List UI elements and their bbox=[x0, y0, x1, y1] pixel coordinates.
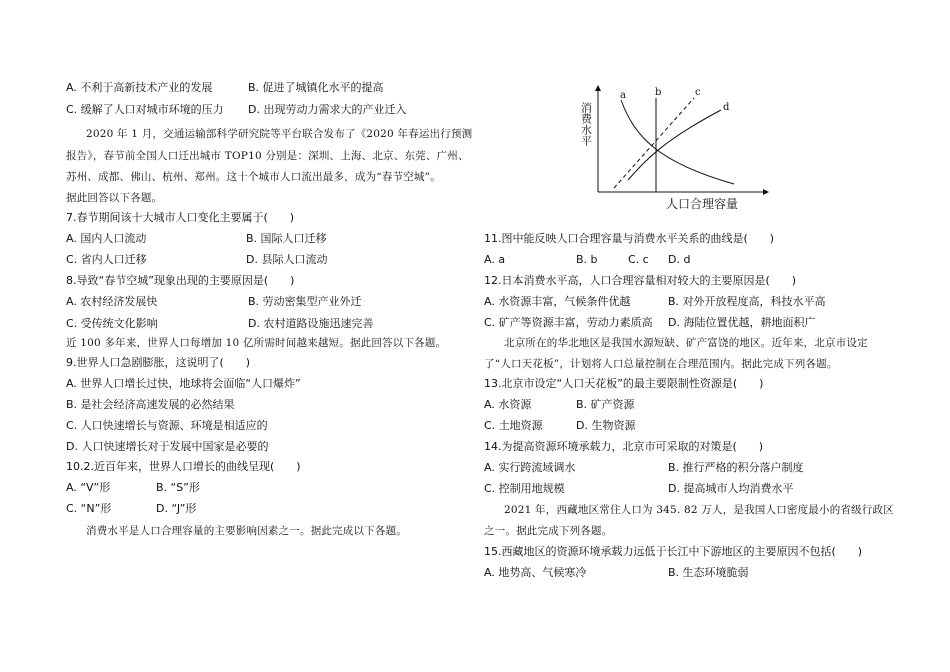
option-c: C. 人口快速增长与资源、环境是相适应的 bbox=[66, 419, 268, 432]
option-b: B. 国际人口迁移 bbox=[246, 232, 327, 245]
option-d: D. 农村道路设施迅速完善 bbox=[248, 317, 374, 330]
option-b: B. 对外开放程度高，科技水平高 bbox=[668, 295, 826, 308]
option-a: A. “V”形 bbox=[66, 481, 111, 494]
option-a: A. 世界人口增长过快，地球将会面临“人口爆炸” bbox=[66, 377, 301, 390]
curve-c-label: c bbox=[695, 87, 701, 98]
option-a: A. 国内人口流动 bbox=[66, 232, 147, 245]
option-a: A. a bbox=[484, 253, 506, 266]
passage-line: 2021 年，西藏地区常住人口为 345. 82 万人，是我国人口密度最小的省级行政区 bbox=[504, 504, 894, 516]
option-c: C. 控制用地规模 bbox=[484, 482, 565, 495]
option-c: C. 矿产等资源丰富，劳动力素质高 bbox=[484, 316, 653, 329]
curve-d bbox=[628, 110, 721, 180]
option-b: B. 是社会经济高速发展的必然结果 bbox=[66, 398, 235, 411]
option-d: D. 提高城市人均消费水平 bbox=[668, 482, 794, 495]
option-b: B. 推行严格的积分落户制度 bbox=[668, 461, 804, 474]
option-c: C. “N”形 bbox=[66, 502, 112, 515]
question-stem: 15.西藏地区的资源环境承载力远低于长江中下游地区的主要原因不包括( ) bbox=[484, 545, 863, 558]
question-stem: 13.北京市设定“人口天花板”的最主要限制性资源是( ) bbox=[484, 377, 764, 390]
question-stem: 14.为提高资源环境承载力，北京市可采取的对策是( ) bbox=[484, 440, 764, 453]
x-axis-label: 人口合理容量 bbox=[666, 197, 739, 211]
option-d: D. “J”形 bbox=[156, 502, 197, 515]
option-a: A. 实行跨流域调水 bbox=[484, 461, 576, 474]
prev-option-d: D. 出现劳动力需求大的产业迁入 bbox=[248, 103, 407, 116]
option-b: B. b bbox=[576, 253, 598, 266]
option-b: B. 矿产资源 bbox=[576, 398, 635, 411]
option-a: A. 水资源 bbox=[484, 398, 532, 411]
passage-line: 2020 年 1 月，交通运输部科学研究院等平台联合发布了《2020 年春运出行预测 bbox=[86, 128, 473, 140]
option-d: D. 生物资源 bbox=[576, 419, 636, 432]
curve-d-label: d bbox=[723, 102, 730, 113]
question-stem: 7.春节期间该十大城市人口变化主要属于( ) bbox=[66, 211, 295, 224]
passage-line: 据此回答以下各题。 bbox=[66, 192, 163, 204]
option-d: D. 人口快速增长对于发展中国家是必要的 bbox=[66, 440, 269, 453]
passage-line: 北京所在的华北地区是我国水源短缺、矿产富饶的地区。近年来，北京市设定 bbox=[504, 337, 868, 349]
option-b: B. “S”形 bbox=[156, 481, 200, 494]
consumption-capacity-chart bbox=[566, 80, 776, 215]
option-a: A. 水资源丰富，气候条件优越 bbox=[484, 295, 631, 308]
passage-line: 了“人口天花板”，计划将人口总量控制在合理范围内。据此完成下列各题。 bbox=[484, 358, 838, 370]
option-c: C. c bbox=[628, 253, 649, 266]
option-b: B. 生态环境脆弱 bbox=[668, 566, 749, 579]
y-axis-label: 消费水平 bbox=[579, 102, 593, 146]
passage-line: 苏州、成都、佛山、杭州、郑州。这十个城市人口流出最多，成为“春节空城”。 bbox=[66, 171, 441, 183]
curve-b-label: b bbox=[655, 87, 662, 98]
question-stem: 9.世界人口急剧膨胀，这说明了( ) bbox=[66, 356, 251, 369]
option-c: C. 土地资源 bbox=[484, 419, 543, 432]
option-c: C. 受传统文化影响 bbox=[66, 317, 158, 330]
option-d: D. 海陆位置优越，耕地面积广 bbox=[668, 316, 816, 329]
option-c: C. 省内人口迁移 bbox=[66, 253, 147, 266]
option-a: A. 农村经济发展快 bbox=[66, 295, 158, 308]
question-stem: 11.图中能反映人口合理容量与消费水平关系的曲线是( ) bbox=[484, 232, 775, 245]
prev-option-b: B. 促进了城镇化水平的提高 bbox=[248, 81, 384, 94]
prev-option-a: A. 不利于高新技术产业的发展 bbox=[66, 81, 213, 94]
question-stem: 12.日本消费水平高，人口合理容量相对较大的主要原因是( ) bbox=[484, 274, 797, 287]
option-d: D. d bbox=[668, 253, 691, 266]
option-b: B. 劳动密集型产业外迁 bbox=[248, 295, 362, 308]
option-d: D. 县际人口流动 bbox=[246, 253, 328, 266]
curve-a-label: a bbox=[620, 90, 626, 101]
option-a: A. 地势高、气候寒冷 bbox=[484, 566, 587, 579]
prev-option-c: C. 缓解了人口对城市环境的压力 bbox=[66, 103, 224, 116]
passage-population-growth: 近 100 多年来，世界人口每增加 10 亿所需时间越来越短。据此回答以下各题。 bbox=[66, 337, 447, 349]
question-stem: 10.2.近百年来，世界人口增长的曲线呈现( ) bbox=[66, 460, 301, 473]
passage-consumption: 消费水平是人口合理容量的主要影响因素之一。据此完成以下各题。 bbox=[86, 525, 407, 537]
passage-line: 之一。据此完成下列各题。 bbox=[484, 525, 613, 537]
passage-line: 报告》，春节前全国人口迁出城市 TOP10 分别是：深圳、上海、北京、东莞、广州、 bbox=[66, 150, 469, 162]
question-stem: 8.导致“春节空城”现象出现的主要原因是( ) bbox=[66, 274, 295, 287]
